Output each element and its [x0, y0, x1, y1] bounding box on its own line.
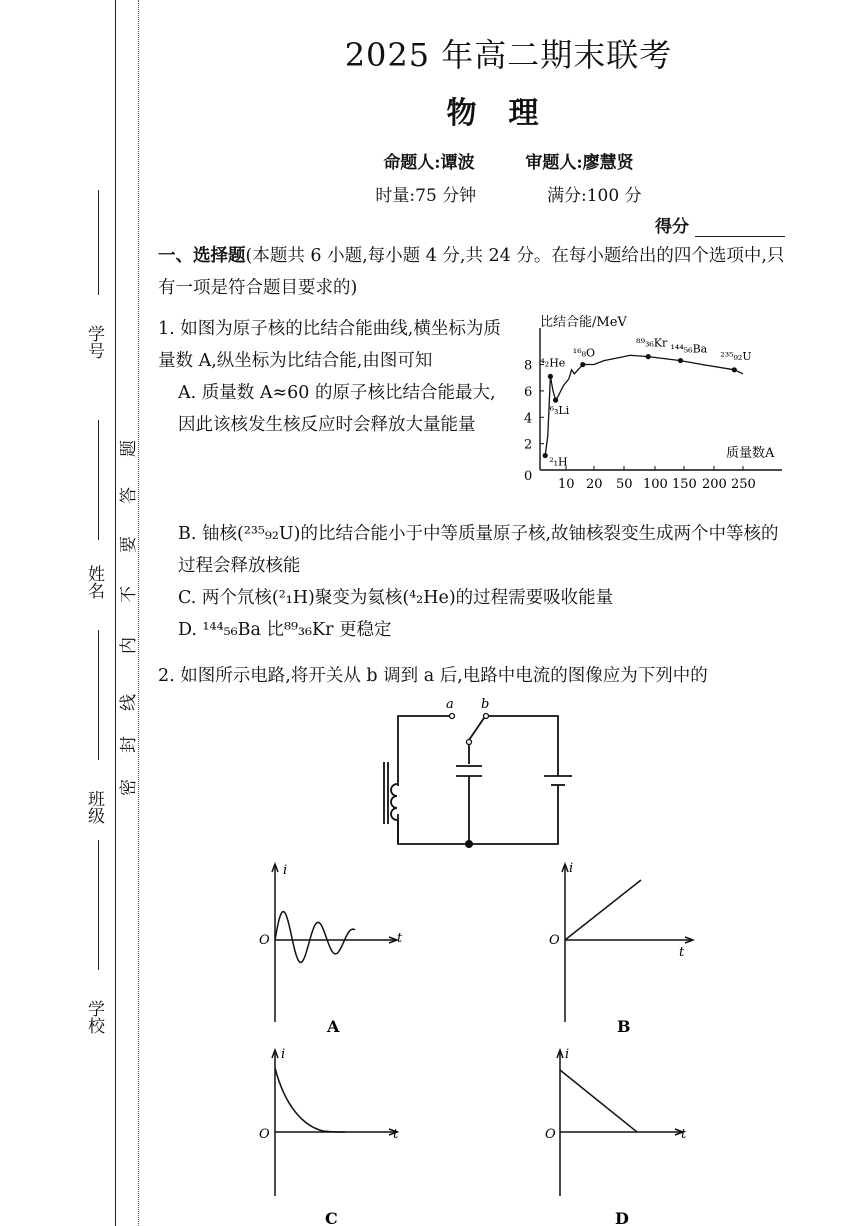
- q1-options-rest: [158, 518, 788, 646]
- q1-option-d[interactable]: D. ¹⁴⁴₅₆Ba 比⁸⁹₃₆Kr 更稳定: [178, 620, 392, 640]
- student-name-line[interactable]: [98, 420, 99, 540]
- school-label: 学校: [84, 1000, 104, 1034]
- section-text: (本题共 6 小题,每小题 4 分,共 24 分。在每小题给出的四个选项中,只有一项是符合题目要求的): [158, 246, 785, 298]
- q1-option-b[interactable]: B. 铀核(²³⁵₉₂U)的比结合能小于中等质量原子核,故铀核裂变生成两个中等核的过程会释放核能: [178, 524, 779, 576]
- wire: [398, 785, 558, 844]
- binding-line: [115, 0, 116, 1226]
- junction-dot: [465, 840, 473, 848]
- axis-t: t: [679, 945, 685, 960]
- class-line[interactable]: [98, 630, 99, 760]
- chart-x-tick-label: 100: [643, 477, 668, 492]
- origin-o: O: [545, 1127, 556, 1142]
- section-instructions: [158, 240, 788, 304]
- exam-info-line: [150, 181, 867, 206]
- score-box: [655, 212, 785, 237]
- chart-origin: 0: [524, 469, 533, 484]
- linear-decrease-line: [560, 1070, 637, 1132]
- seal-char: 线: [119, 694, 139, 711]
- q1-option-a[interactable]: A. 质量数 A≈60 的原子核比结合能最大,因此该核发生核反应时会释放大量能量: [178, 383, 496, 435]
- binding-energy-chart: [510, 308, 800, 496]
- full-score: 满分:100 分: [546, 186, 642, 206]
- chart-point-label: ¹⁶₈O: [572, 346, 596, 360]
- reviewer-label: 审题人:廖慧贤: [525, 153, 634, 173]
- origin-o: O: [259, 933, 270, 948]
- graph-a[interactable]: [255, 860, 405, 1040]
- chart-x-tick-label: 20: [586, 477, 603, 492]
- chart-ylabel: 比结合能/MeV: [540, 315, 627, 330]
- q1-option-c[interactable]: C. 两个氘核(²₁H)聚变为氦核(⁴₂He)的过程需要吸收能量: [178, 588, 614, 608]
- terminal-b: [484, 714, 489, 719]
- graph-b[interactable]: [545, 860, 695, 1040]
- graph-letter: C: [325, 1209, 338, 1226]
- student-name-label: 姓名: [84, 565, 104, 599]
- chart-y-tick-label: 2: [524, 437, 533, 453]
- chart-point: [580, 362, 585, 367]
- seal-char: 答: [119, 487, 139, 504]
- switch-blade: [469, 718, 484, 740]
- axis-i: i: [283, 863, 288, 878]
- chart-point-label: ¹⁴⁴₅₆Ba: [670, 342, 708, 356]
- axis-i: i: [569, 861, 574, 876]
- origin-o: O: [259, 1127, 270, 1142]
- seal-char: 封: [119, 736, 139, 753]
- chart-y-tick-label: 6: [524, 384, 533, 400]
- score-blank[interactable]: [695, 236, 785, 237]
- wire: [398, 716, 450, 786]
- graph-d[interactable]: [545, 1046, 705, 1226]
- question-1: [158, 313, 508, 441]
- chart-point-label: ²³⁵₉₂U: [720, 349, 752, 363]
- chart-x-tick-label: 200: [702, 477, 727, 492]
- chart-point: [646, 354, 651, 359]
- chart-point-label: ⁴₂He: [540, 356, 566, 370]
- seal-char: 题: [119, 440, 139, 457]
- chart-point: [548, 374, 553, 379]
- graph-c[interactable]: [255, 1046, 415, 1226]
- terminal-a: [450, 714, 455, 719]
- wire: [488, 716, 558, 776]
- label-b: b: [481, 697, 490, 712]
- axis-i: i: [281, 1047, 286, 1062]
- class-label: 班级: [84, 790, 104, 824]
- graph-letter: D: [615, 1209, 629, 1226]
- graph-letter: B: [617, 1017, 631, 1036]
- seal-char: 不: [119, 586, 139, 603]
- q2-circuit: [372, 696, 572, 856]
- duration: 时量:75 分钟: [375, 186, 477, 206]
- chart-point-label: ⁶₃Li: [549, 404, 570, 418]
- seal-char: 密: [119, 779, 139, 796]
- exponential-decay-curve: [275, 1068, 345, 1132]
- graph-letter: A: [327, 1017, 340, 1036]
- axis-i: i: [565, 1047, 570, 1062]
- school-line[interactable]: [98, 840, 99, 970]
- chart-point-label: ²₁H: [549, 455, 568, 469]
- chart-x-tick-label: 50: [616, 477, 633, 492]
- chart-point: [732, 367, 737, 372]
- damped-oscillation-curve: [275, 912, 355, 963]
- exam-title: 2025 年高二期末联考: [344, 36, 673, 74]
- seal-dotted-line: [138, 0, 139, 1226]
- chart-y-tick-label: 8: [524, 358, 533, 374]
- seal-char: 要: [119, 536, 139, 553]
- chart-point: [678, 358, 683, 363]
- student-id-line[interactable]: [98, 190, 99, 295]
- linear-increase-line: [565, 880, 641, 940]
- score-label: 得分: [655, 217, 689, 237]
- chart-x-tick-label: 150: [672, 477, 697, 492]
- label-a: a: [446, 697, 454, 712]
- inductor-coil: [391, 784, 397, 820]
- student-id-label: 学号: [84, 325, 104, 359]
- chart-point: [543, 453, 548, 458]
- origin-o: O: [549, 933, 560, 948]
- chart-point-label: ⁸⁹₃₆Kr: [636, 336, 668, 350]
- q1-stem: 1. 如图为原子核的比结合能曲线,横坐标为质量数 A,纵坐标为比结合能,由图可知: [158, 319, 501, 371]
- axis-t: t: [681, 1127, 687, 1142]
- author-label: 命题人:谭波: [383, 153, 475, 173]
- chart-x-tick-label: 10: [558, 477, 575, 492]
- axis-t: t: [393, 1127, 399, 1142]
- chart-point: [553, 398, 558, 403]
- chart-xlabel: 质量数A: [726, 446, 775, 461]
- q2-stem: 2. 如图所示电路,将开关从 b 调到 a 后,电路中电流的图像应为下列中的: [158, 666, 708, 686]
- seal-char: 内: [119, 637, 139, 654]
- chart-x-tick-label: 250: [731, 477, 756, 492]
- axis-t: t: [397, 931, 403, 946]
- author-line: [150, 148, 867, 173]
- binding-margin: [0, 0, 150, 1226]
- section-heading: 一、选择题: [158, 246, 246, 266]
- chart-y-tick-label: 4: [524, 411, 533, 427]
- switch-pivot: [467, 740, 472, 745]
- binding-energy-curve: [545, 355, 743, 455]
- subject-title: 物理: [446, 96, 571, 131]
